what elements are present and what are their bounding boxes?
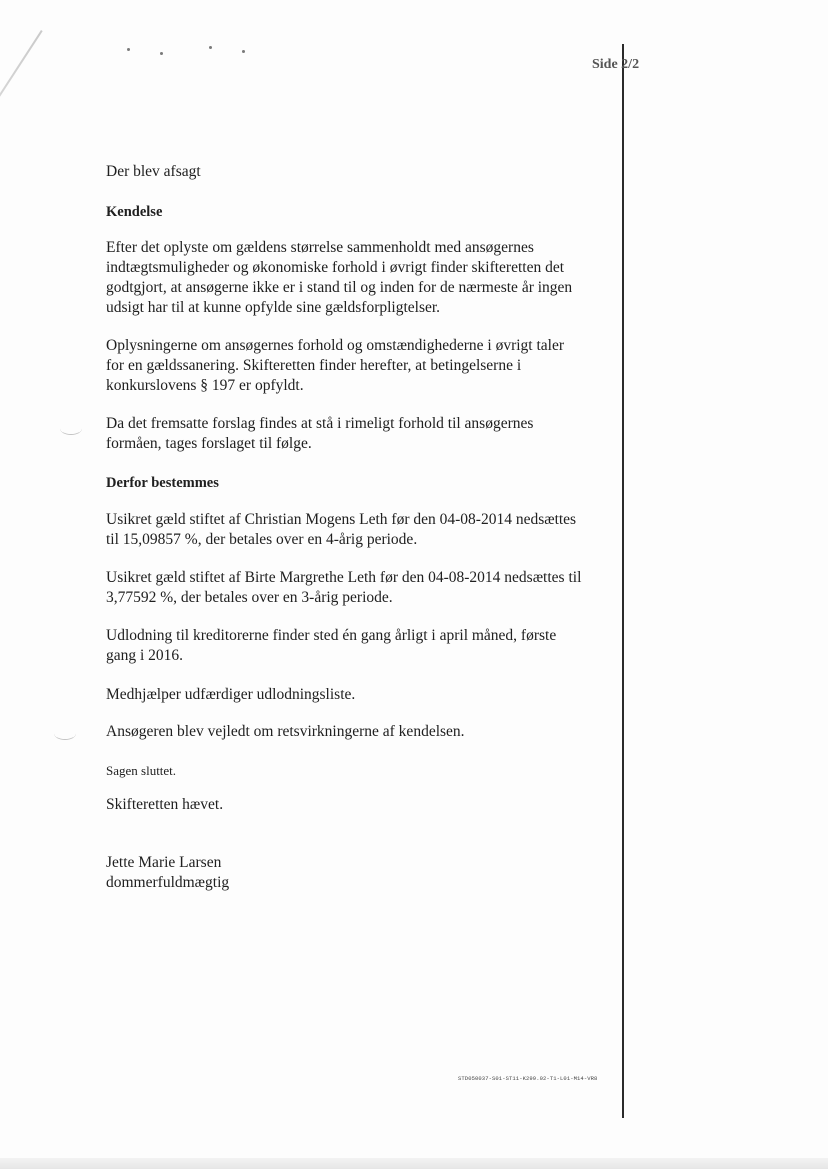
decision-item-1: Usikret gæld stiftet af Christian Mogens Leth før den 04-08-2014 nedsættes til 15,09857 %, der betales over en 4-årig periode.	[106, 511, 577, 548]
decision-item-2: Usikret gæld stiftet af Birte Margrethe Leth før den 04-08-2014 nedsættes til 3,77592 %, der betales over en 3-årig periode.	[106, 569, 582, 606]
margin-rule	[622, 44, 624, 1118]
scan-speck	[127, 48, 130, 51]
scan-bottom-edge	[0, 1158, 828, 1169]
scan-speck	[209, 46, 212, 49]
decision-item-4: Medhjælper udfærdiger udlodningsliste.	[106, 686, 356, 703]
decision-heading: Derfor bestemmes	[106, 475, 219, 491]
document-footer-code: STD050037-S01-ST11-K299.02-T1-L01-M14-VR8	[458, 1075, 598, 1082]
signatory-name: Jette Marie Larsen	[106, 854, 222, 871]
scan-artifact-line	[0, 30, 43, 157]
decision-item-5: Ansøgeren blev vejledt om retsvirkningerne af kendelsen.	[106, 723, 465, 740]
reasoning-paragraph-3: Da det fremsatte forslag findes at stå i rimeligt forhold til ansøgernes formåen, tages forslaget til følge.	[106, 415, 534, 452]
punch-hole-mark	[54, 727, 76, 740]
reasoning-paragraph-2: Oplysningerne om ansøgernes forhold og omstændighederne i øvrigt taler for en gældssanering. Skifteretten finder herefter, at betingelserne i konkurslovens § 197 er opfyldt.	[106, 337, 565, 394]
page-number: Side 2/2	[592, 57, 640, 72]
punch-hole-mark	[60, 422, 82, 435]
ruling-heading: Kendelse	[106, 204, 163, 220]
scan-speck	[160, 52, 163, 55]
signatory-title: dommerfuldmægtig	[106, 874, 230, 891]
reasoning-paragraph-1: Efter det oplyste om gældens størrelse sammenholdt med ansøgernes indtægtsmuligheder og økonomiske forhold i øvrigt finder skifteretten det godtgjort, at ansøgerne ikke er i stand til og inden for de nærmeste år ingen udsigt har til at kunne opfylde sine gældsforpligtelser.	[106, 239, 573, 316]
decision-item-3: Udlodning til kreditorerne finder sted én gang årligt i april måned, første gang i 2016.	[106, 627, 557, 664]
closing-line-1: Sagen sluttet.	[106, 763, 177, 778]
opening-line: Der blev afsagt	[106, 163, 201, 180]
closing-line-2: Skifteretten hævet.	[106, 796, 224, 813]
scan-speck	[242, 50, 245, 53]
